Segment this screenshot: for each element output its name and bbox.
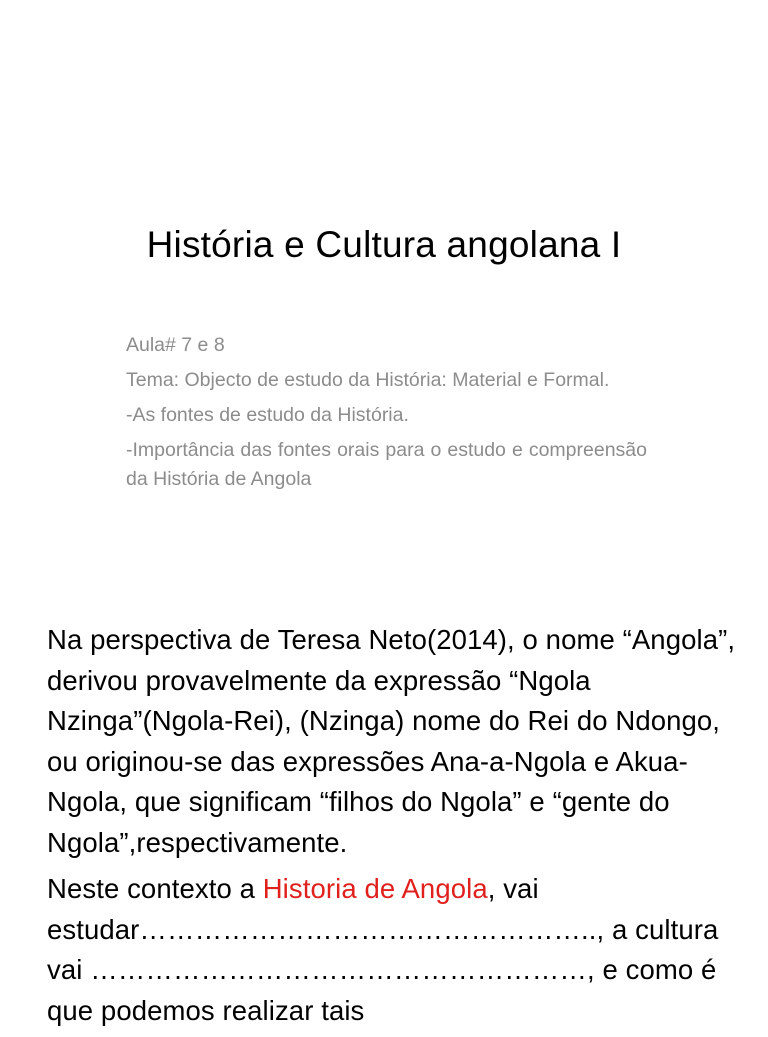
content-body [47, 620, 737, 1037]
paragraph-context [47, 869, 737, 1031]
lesson-info [126, 331, 647, 500]
paragraph-context-end: , vai estudar………………………………………….., a cultura vai ………………………………………………, e como é que podemos realizar tais [47, 873, 719, 1026]
paragraph-angola-name-origin: Na perspectiva de Teresa Neto(2014), o nome “Angola”, derivou provavelmente da expressão “Ngola Nzinga”(Ngola-Rei), (Nzinga) nome do Rei do Ndongo, ou originou-se das expressões Ana-a-Ngola e Akua-Ngola, que significam “filhos do Ngola” e “gente do Ngola”,respectivamente. [47, 624, 736, 858]
slide-title: História e Cultura angolana I [146, 224, 622, 265]
lesson-number: Aula# 7 e 8 [126, 334, 225, 356]
highlighted-term: Historia de Angola [262, 873, 488, 904]
lesson-topic-oral-sources: -Importância das fontes orais para o estudo e compreensão da História de Angola [126, 439, 647, 490]
lesson-topic-sources: -As fontes de estudo da História. [126, 404, 409, 426]
lesson-theme: Tema: Objecto de estudo da História: Material e Formal. [126, 369, 610, 391]
paragraph-context-start: Neste contexto a [47, 873, 263, 904]
